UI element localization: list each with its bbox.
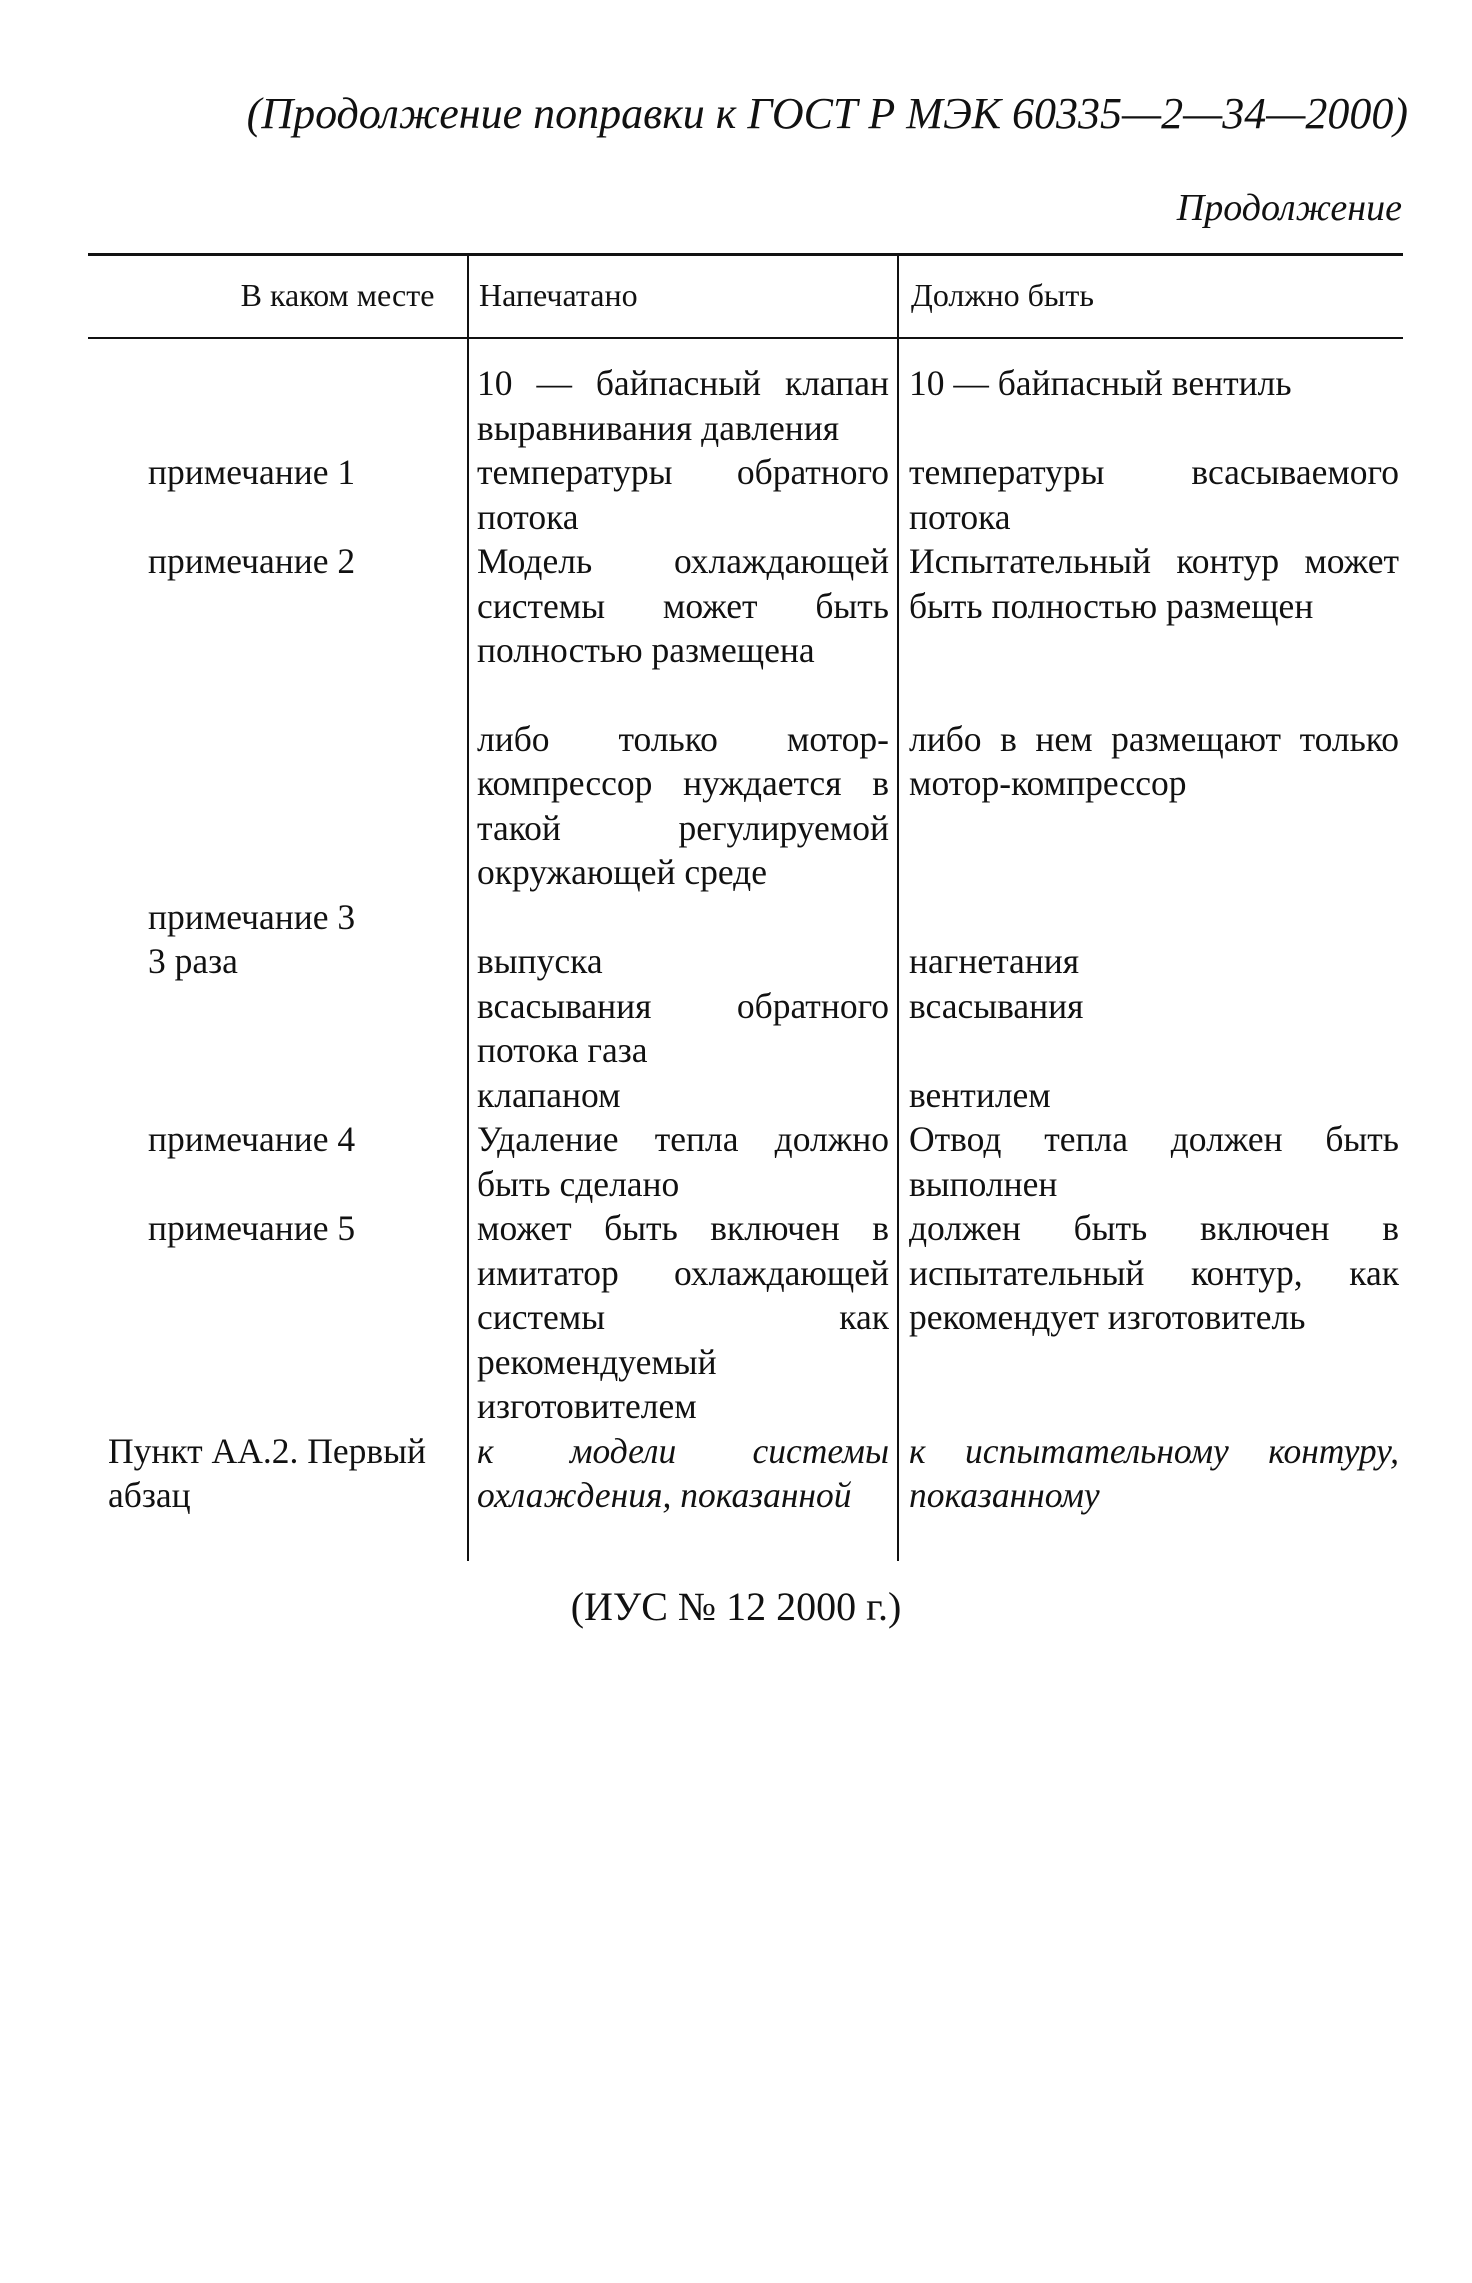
cell-where: 3 раза xyxy=(148,941,238,981)
cell-should: либо в нем размещают только мотор-компрессор xyxy=(909,718,1399,803)
table-row xyxy=(88,1117,1403,1206)
cell-should: 10 — байпасный вентиль xyxy=(909,363,1292,403)
cell-should: температуры всасываемого потока xyxy=(909,452,1399,537)
table-row xyxy=(88,939,1403,984)
cell-printed: 10 — байпасный клапан выравнивания давления xyxy=(477,363,889,448)
cell-should: должен быть включен в испытательный контур, как рекомендует изготовитель xyxy=(909,1208,1399,1337)
cell-printed: либо только мотор-компрессор нуждается в такой регулируемой окружающей среде xyxy=(477,718,889,892)
cell-should: к испытательному контуру, показанному xyxy=(909,1430,1399,1515)
table-row xyxy=(88,1206,1403,1429)
table-row xyxy=(88,984,1403,1073)
cell-where xyxy=(88,1073,467,1118)
page-header: (Продолжение поправки к ГОСТ Р МЭК 60335—2—34—2000) xyxy=(246,89,1408,138)
continuation-label: Продолжение xyxy=(1176,187,1402,229)
table-body xyxy=(88,361,1403,1518)
cell-should: вентилем xyxy=(909,1074,1051,1115)
cell-should: нагнетания xyxy=(909,941,1080,981)
cell-where: примечание 3 xyxy=(148,896,356,937)
cell-where xyxy=(88,361,467,450)
table-row xyxy=(88,361,1403,450)
cell-printed: клапаном xyxy=(477,1074,621,1115)
cell-where: Пункт АА.2. Первый абзац xyxy=(108,1430,426,1515)
cell-where xyxy=(88,717,467,895)
cell-where: примечание 4 xyxy=(148,1119,356,1159)
publication-reference: (ИУС № 12 2000 г.) xyxy=(570,1584,902,1629)
table-row xyxy=(88,895,1403,940)
cell-printed: Модель охлаждающей системы может быть полностью размещена xyxy=(477,541,889,670)
table-header-rule xyxy=(88,337,1403,339)
table-row xyxy=(88,1073,1403,1118)
row-spacer xyxy=(88,673,1403,717)
cell-printed: выпуска xyxy=(477,941,603,981)
column-header-printed: Напечатано xyxy=(479,277,638,313)
cell-where: примечание 5 xyxy=(148,1208,356,1248)
table-row xyxy=(88,717,1403,895)
cell-where xyxy=(88,984,467,1073)
cell-printed: всасывания обратного потока газа xyxy=(477,985,889,1070)
cell-printed xyxy=(467,895,897,940)
cell-printed: к модели системы охлаждения, показанной xyxy=(477,1430,889,1515)
cell-where: примечание 2 xyxy=(148,541,356,581)
cell-printed: может быть включен в имитатор охлаждающей системы как рекомендуемый изготовителем xyxy=(477,1208,889,1426)
cell-should: всасывания xyxy=(909,985,1084,1026)
table-row xyxy=(88,1429,1403,1518)
table-row xyxy=(88,539,1403,673)
column-header-where: В каком месте xyxy=(240,277,435,313)
cell-should: Испытательный контур может быть полностью размещен xyxy=(909,541,1399,626)
cell-printed: температуры обратного потока xyxy=(477,452,889,537)
cell-printed: Удаление тепла должно быть сделано xyxy=(477,1119,889,1204)
column-header-should: Должно быть xyxy=(911,277,1094,313)
cell-where: примечание 1 xyxy=(148,452,356,492)
table-row xyxy=(88,450,1403,539)
cell-should xyxy=(897,895,1403,940)
cell-should: Отвод тепла должен быть выполнен xyxy=(909,1119,1399,1204)
